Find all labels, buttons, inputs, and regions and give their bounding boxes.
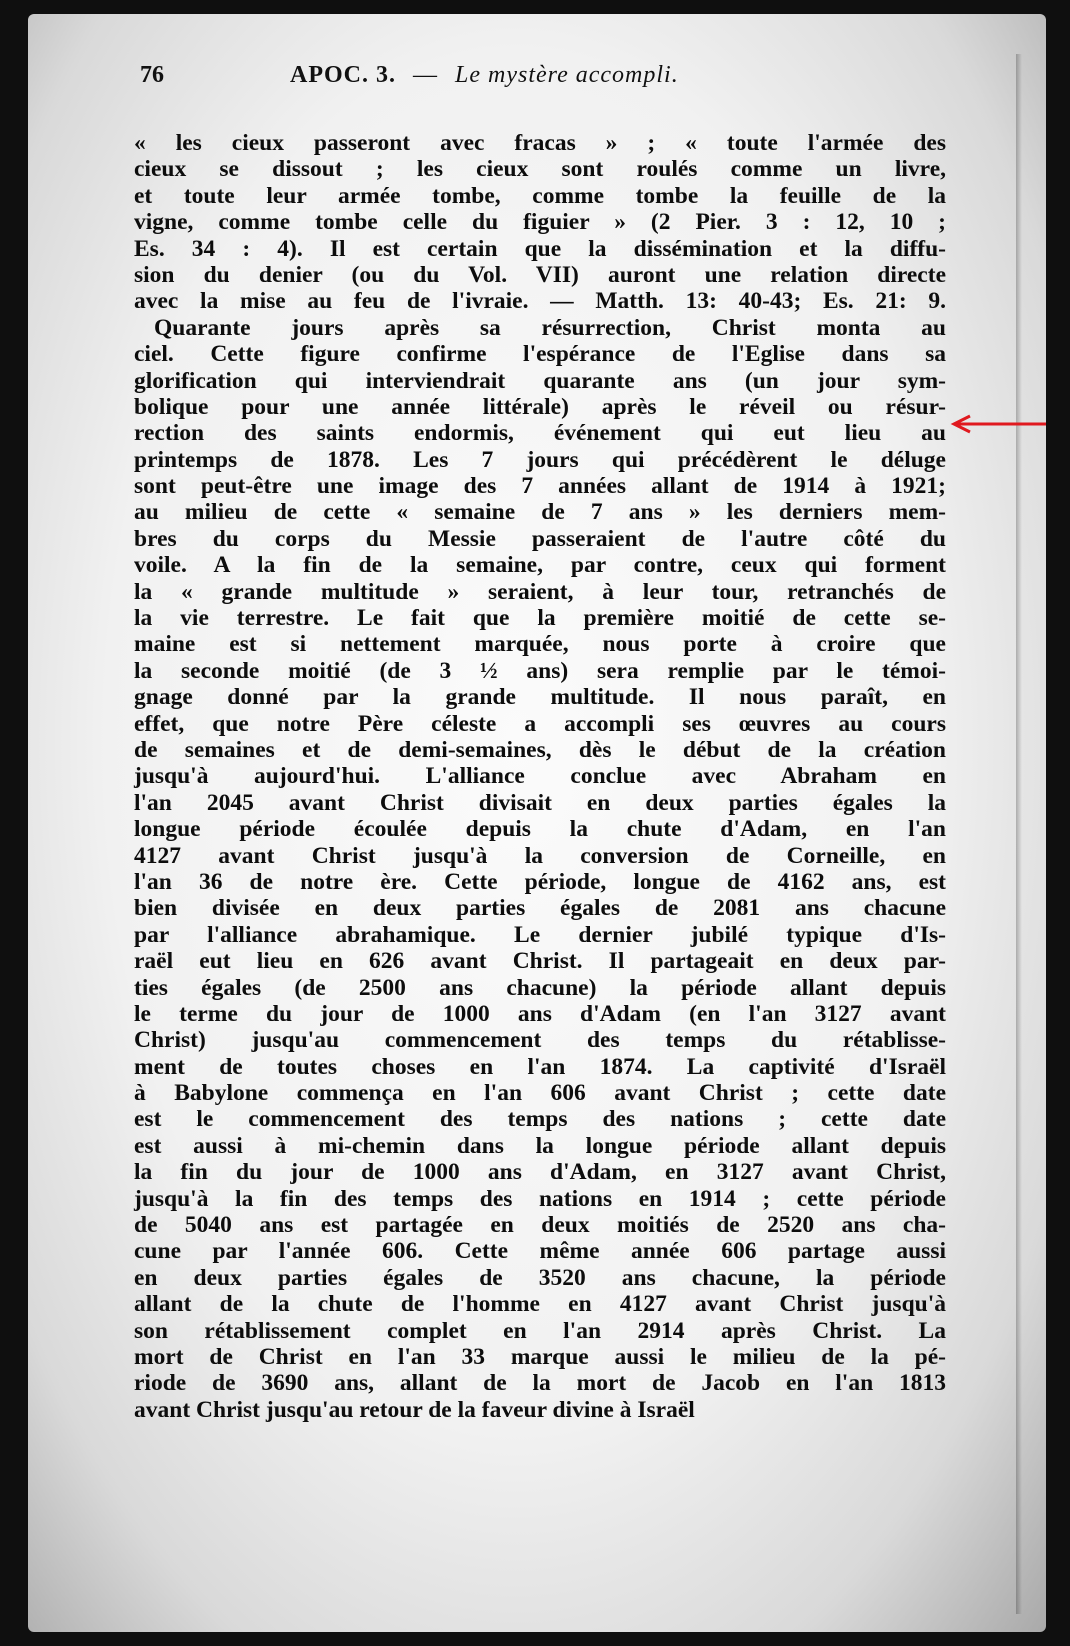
text-line: bres du corps du Messie passeraient de l'autre côté du [134,525,946,552]
text-line: riode de 3690 ans, allant de la mort de Jacob en l'an 1813 [134,1370,946,1397]
text-line: longue période écoulée depuis la chute d'Adam, en l'an [134,816,946,843]
text-line: bien divisée en deux parties égales de 2081 ans chacune [134,895,946,922]
text-line: sion du denier (ou du Vol. VII) auront une relation directe [134,261,946,288]
body-text [134,130,946,1423]
page-edge-shadow [1016,54,1022,1614]
text-line: Quarante jours après sa résurrection, Christ monta au [154,314,946,341]
text-line: et toute leur armée tombe, comme tombe la feuille de la [134,182,946,209]
text-line: la vie terrestre. Le fait que la première moitié de cette se- [134,605,946,632]
text-line: ties égales (de 2500 ans chacune) la période allant depuis [134,974,946,1001]
text-line: allant de la chute de l'homme en 4127 avant Christ jusqu'à [134,1291,946,1318]
running-title [290,62,679,89]
text-line: la seconde moitié (de 3 ½ ans) sera remplie par le témoi- [134,657,946,684]
text-line: avant Christ jusqu'au retour de la faveur divine à Israël [134,1396,695,1423]
text-line: Christ) jusqu'au commencement des temps du rétablisse- [134,1027,946,1054]
text-line: l'an 2045 avant Christ divisait en deux parties égales la [134,789,946,816]
text-line: jusqu'à la fin des temps des nations en 1914 ; cette période [134,1185,946,1212]
text-line: ciel. Cette figure confirme l'espérance de l'Eglise dans sa [134,341,946,368]
title-separator: — [413,62,438,88]
text-line: raël eut lieu en 626 avant Christ. Il partageait en deux par- [134,948,946,975]
text-line: l'an 36 de notre ère. Cette période, longue de 4162 ans, est [134,868,946,895]
text-line: jusqu'à aujourd'hui. L'alliance conclue avec Abraham en [134,763,946,790]
text-line: sont peut-être une image des 7 années allant de 1914 à 1921; [134,473,946,500]
text-line: de 5040 ans est partagée en deux moitiés de 2520 ans cha- [134,1212,946,1239]
text-line: avec la mise au feu de l'ivraie. — Matth. 13: 40-43; Es. 21: 9. [134,288,946,315]
text-line: effet, que notre Père céleste a accompli ses œuvres au cours [134,710,946,737]
text-line: voile. A la fin de la semaine, par contre, ceux qui forment [134,552,946,579]
text-line: printemps de 1878. Les 7 jours qui précédèrent le déluge [134,446,946,473]
text-line: cieux se dissout ; les cieux sont roulés comme un livre, [134,156,946,183]
text-line: à Babylone commença en l'an 606 avant Christ ; cette date [134,1080,946,1107]
text-line: gnage donné par la grande multitude. Il nous paraît, en [134,684,946,711]
text-line: son rétablissement complet en l'an 2914 après Christ. La [134,1317,946,1344]
text-line: Es. 34 : 4). Il est certain que la dissémination et la diffu- [134,235,946,262]
text-line: le terme du jour de 1000 ans d'Adam (en l'an 3127 avant [134,1000,946,1027]
text-line: au milieu de cette « semaine de 7 ans » les derniers mem- [134,499,946,526]
text-line: la fin du jour de 1000 ans d'Adam, en 3127 avant Christ, [134,1159,946,1186]
text-line: vigne, comme tombe celle du figuier » (2 Pier. 3 : 12, 10 ; [134,209,946,236]
text-line: cune par l'année 606. Cette même année 606 partage aussi [134,1238,946,1265]
text-line: bolique pour une année littérale) après le réveil ou résur- [134,393,946,420]
text-line: est aussi à mi-chemin dans la longue période allant depuis [134,1132,946,1159]
text-line: maine est si nettement marquée, nous porte à croire que [134,631,946,658]
book-reference: APOC. 3. [290,62,396,88]
text-line: de semaines et de demi-semaines, dès le début de la création [134,736,946,763]
text-line: mort de Christ en l'an 33 marque aussi le milieu de la pé- [134,1343,946,1370]
text-line: la « grande multitude » seraient, à leur tour, retranchés de [134,578,946,605]
text-line: glorification qui interviendrait quarante ans (un jour sym- [134,367,946,394]
red-arrow-annotation [948,414,1048,434]
text-line: « les cieux passeront avec fracas » ; « toute l'armée des [134,130,946,156]
chapter-subtitle: Le mystère accompli. [455,62,679,88]
running-header [140,60,940,100]
text-line: ment de toutes choses en l'an 1874. La captivité d'Israël [134,1053,946,1080]
page-number: 76 [140,62,164,88]
text-line: en deux parties égales de 3520 ans chacune, la période [134,1264,946,1291]
text-line: par l'alliance abrahamique. Le dernier jubilé typique d'Is- [134,921,946,948]
text-line: est le commencement des temps des nations ; cette date [134,1106,946,1133]
text-line: 4127 avant Christ jusqu'à la conversion de Corneille, en [134,842,946,869]
text-line: rection des saints endormis, événement qui eut lieu au [134,420,946,447]
